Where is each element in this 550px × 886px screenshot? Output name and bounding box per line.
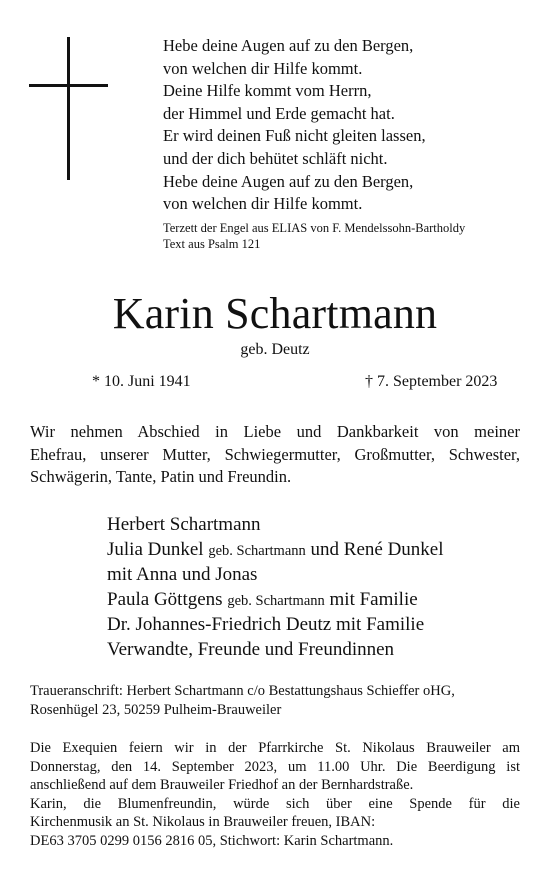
mourner-maiden-name: geb. Schartmann [227,592,325,609]
poem-line: und der dich behütet schläft nicht. [163,148,388,168]
details-line: anschließend auf dem Brauweiler Friedhof an der Bernhardstraße. [30,777,414,793]
address-line: Traueranschrift: Herbert Schartmann c/o Bestattungshaus Schieffer oHG, [30,683,455,699]
cross-horizontal-bar [29,84,108,87]
mourner-name: Julia Dunkel [107,538,204,560]
poem-line: von welchen dir Hilfe kommt. [163,58,363,78]
mourning-address [30,682,455,719]
mourner-line [107,538,444,564]
poem-line: Er wird deinen Fuß nicht gleiten lassen, [163,126,426,146]
poem-line: Hebe deine Augen auf zu den Bergen, [163,36,414,55]
birth-date: * 10. Juni 1941 [92,373,191,390]
credit-line: Text aus Psalm 121 [163,236,261,251]
address-line: Rosenhügel 23, 50259 Pulheim-Brauweiler [30,701,282,718]
service-details [30,739,520,850]
paragraph-line: Ehefrau, unserer Mutter, Schwiegermutter, Großmutter, Schwester, [30,444,520,464]
mourner-name: und René Dunkel [310,538,444,560]
poem-line: der Himmel und Erde gemacht hat. [163,103,395,123]
poem-line: von welchen dir Hilfe kommt. [163,194,363,214]
mourner-line [107,588,444,614]
mourner-line: Verwandte, Freunde und Freundinnen [107,638,395,660]
credit-line: Terzett der Engel aus ELIAS von F. Mendelssohn-Bartholdy [163,221,466,235]
details-line: Die Exequien feiern wir in der Pfarrkirche St. Nikolaus Brauweiler am [30,740,520,756]
details-line: Kirchenmusik an St. Nikolaus in Brauweiler freuen, IBAN: [30,814,376,830]
farewell-paragraph [30,421,520,489]
deceased-name: Karin Schartmann [112,289,438,338]
mourner-name: mit Familie [329,588,418,610]
mourner-line: mit Anna und Jonas [107,564,258,585]
details-line: DE63 3705 0299 0156 2816 05, Stichwort: Karin Schartmann. [30,832,394,849]
details-line: Donnerstag, den 14. September 2023, um 11.00 Uhr. Die Beerdigung ist [30,758,520,775]
mourners-list [107,513,444,662]
poem-line: Deine Hilfe kommt vom Herrn, [163,81,372,101]
cross-vertical-bar [67,37,70,180]
birth-name: geb. Deutz [240,341,310,358]
details-line: Karin, die Blumenfreundin, würde sich über eine Spende für die [30,795,520,812]
paragraph-line: Wir nehmen Abschied in Liebe und Dankbarkeit von meiner [30,422,520,441]
mourner-maiden-name: geb. Schartmann [208,542,306,559]
poem [163,35,426,216]
poem-line: Hebe deine Augen auf zu den Bergen, [163,171,414,191]
mourner-name: Paula Göttgens [107,588,223,610]
poem-credit [163,221,465,252]
mourner-line: Dr. Johannes-Friedrich Deutz mit Familie [107,614,425,635]
mourner-line: Herbert Schartmann [107,514,261,535]
death-date: † 7. September 2023 [365,373,498,390]
paragraph-line: Schwägerin, Tante, Patin und Freundin. [30,467,292,487]
